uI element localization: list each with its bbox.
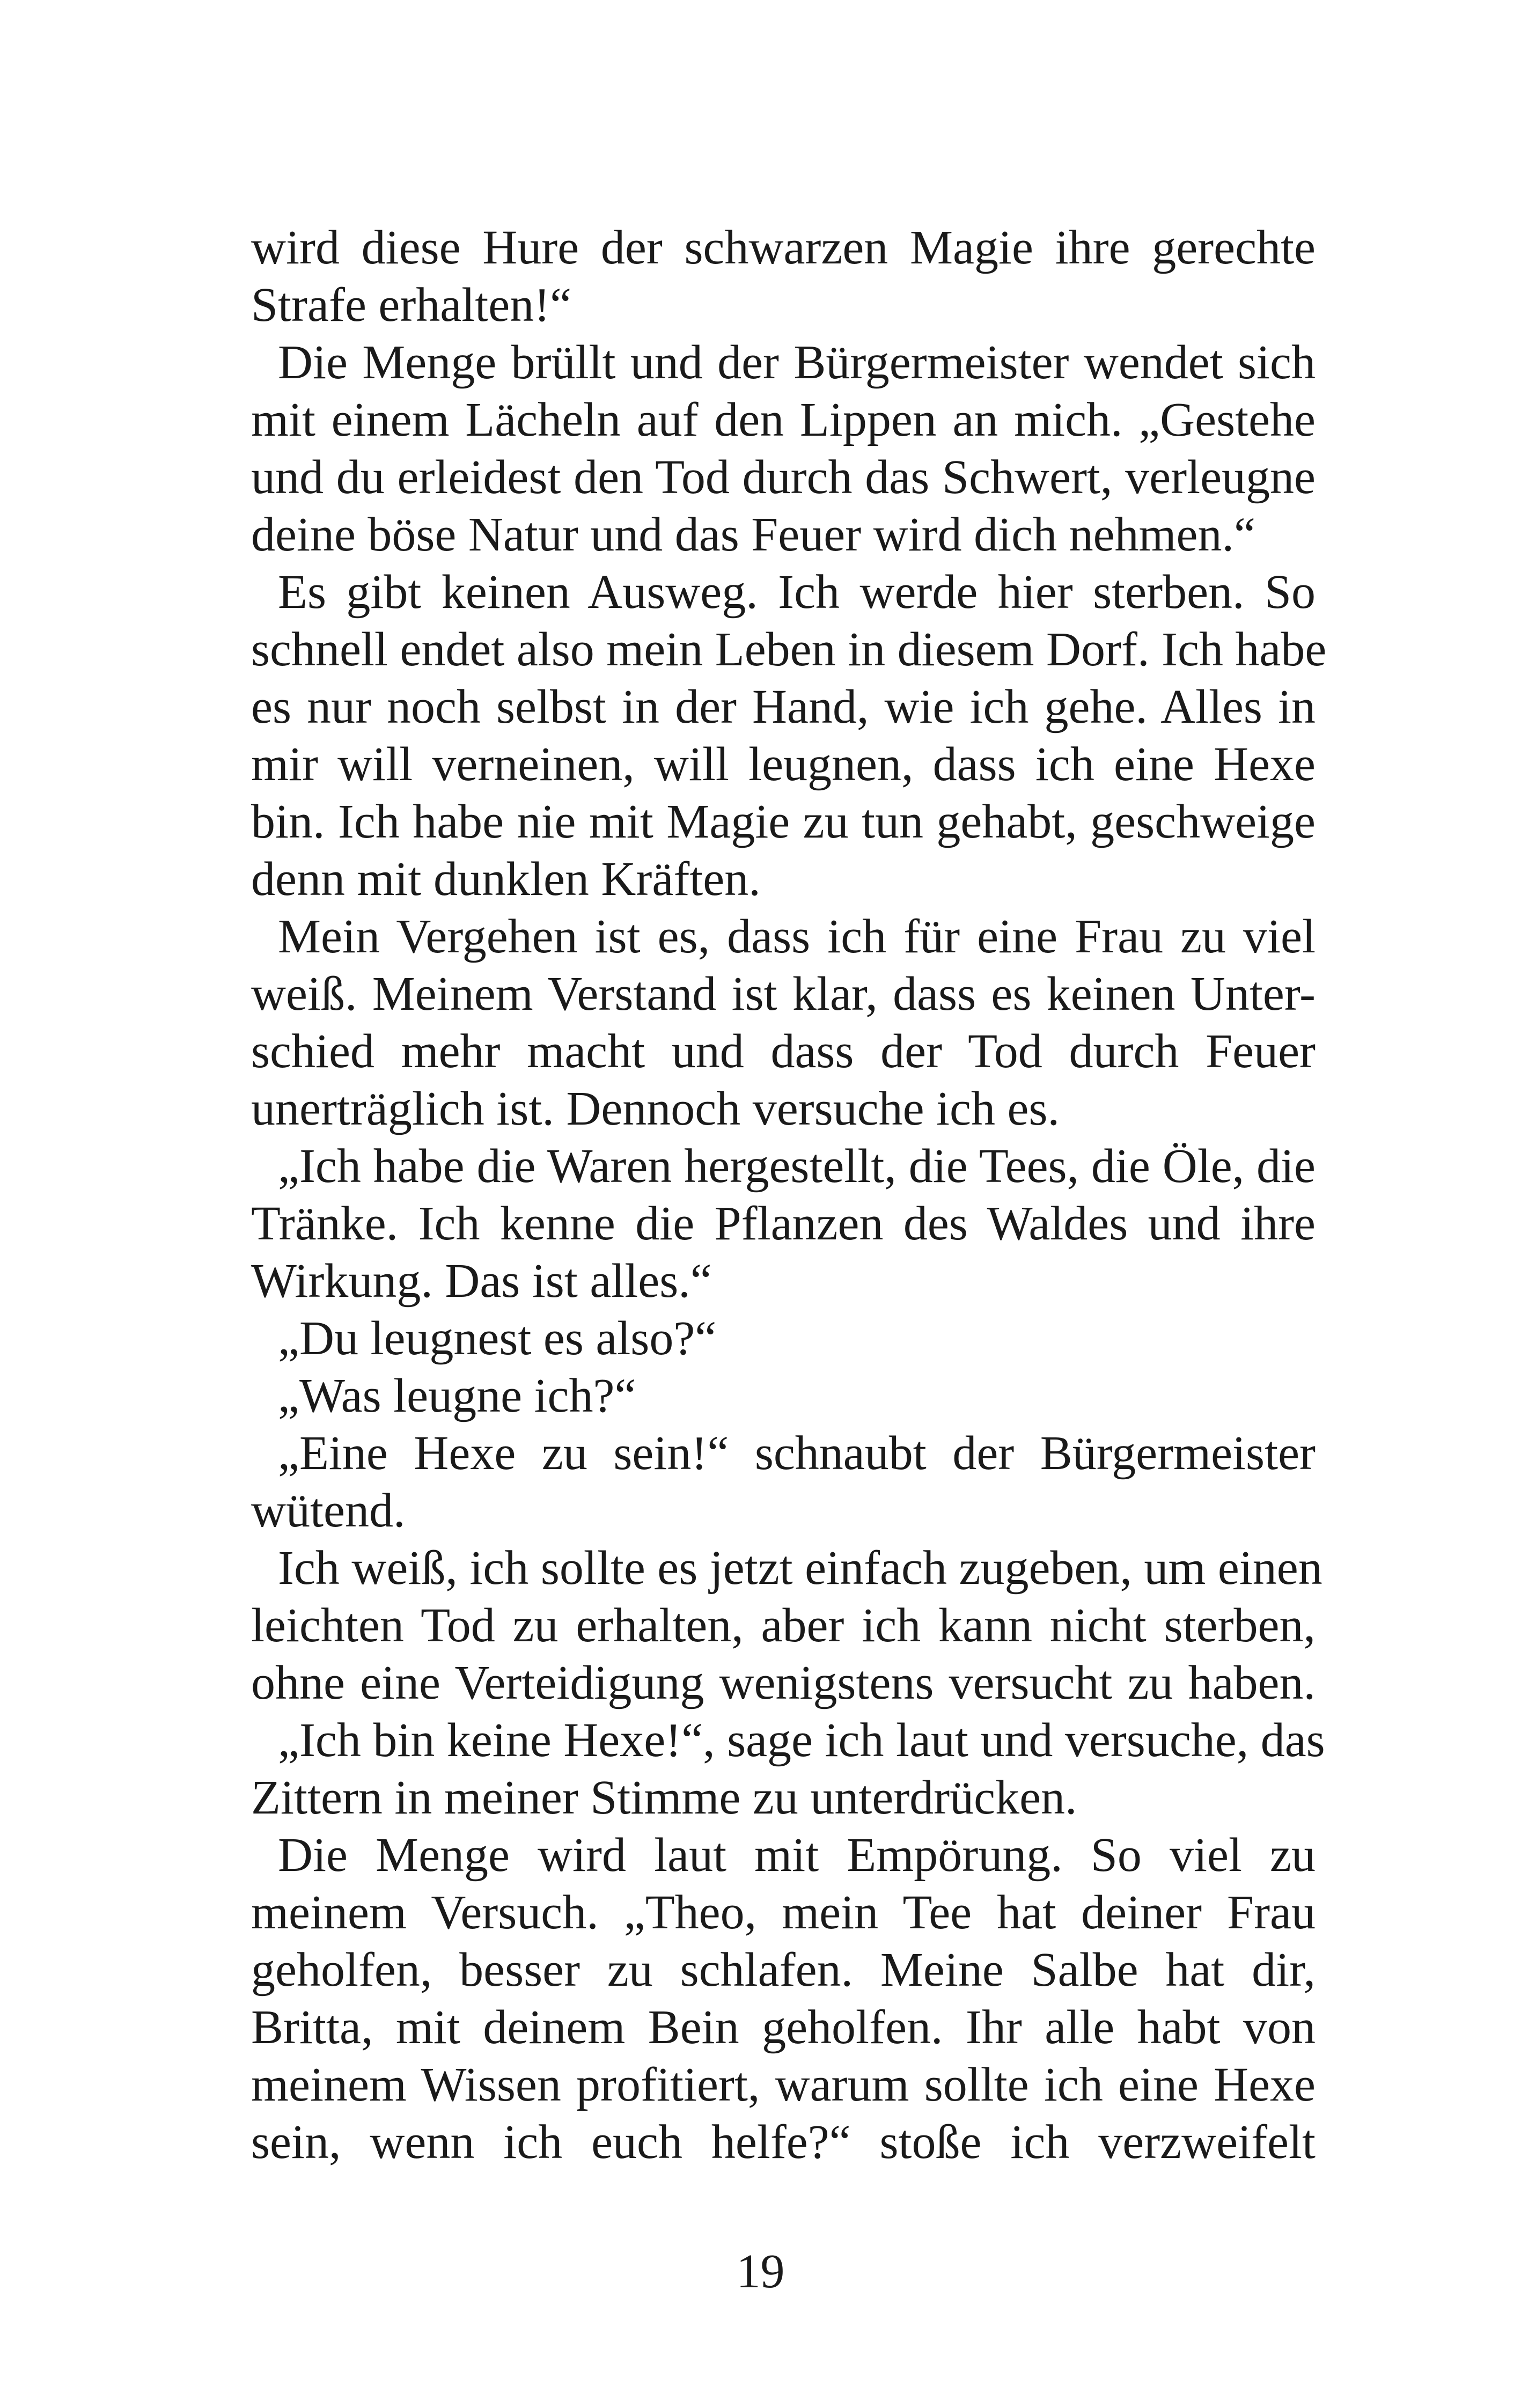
text-line: und du erleidest den Tod durch das Schwert, verleugne (251, 451, 1316, 504)
text-line: unerträglich ist. Dennoch versuche ich es. (251, 1082, 1060, 1135)
book-page-text (251, 219, 1327, 2171)
text-line: Strafe erhalten!“ (251, 278, 572, 332)
text-line: sein, wenn ich euch helfe?“ stoße ich verzweifelt (251, 2116, 1316, 2169)
text-line: „Ich habe die Waren hergestellt, die Tees, die Öle, die (278, 1140, 1316, 1193)
text-line: „Ich bin keine Hexe!“, sage ich laut und versuche, das (278, 1714, 1325, 1767)
text-line: weiß. Meinem Verstand ist klar, dass es keinen Unter- (251, 967, 1316, 1021)
text-line: Es gibt keinen Ausweg. Ich werde hier sterben. So (278, 566, 1316, 619)
text-line: leichten Tod zu erhalten, aber ich kann nicht sterben, (251, 1599, 1316, 1652)
text-line: mir will verneinen, will leugnen, dass ich eine Hexe (251, 738, 1316, 791)
text-line: Mein Vergehen ist es, dass ich für eine Frau zu viel (278, 910, 1316, 963)
text-line: geholfen, besser zu schlafen. Meine Salbe hat dir, (251, 1943, 1316, 1996)
text-line: es nur noch selbst in der Hand, wie ich gehe. Alles in (251, 680, 1316, 733)
text-line: „Was leugne ich?“ (278, 1369, 636, 1422)
text-line: Wirkung. Das ist alles.“ (251, 1254, 712, 1308)
text-line: meinem Versuch. „Theo, mein Tee hat deiner Frau (251, 1886, 1316, 1939)
text-line: Ich weiß, ich sollte es jetzt einfach zugeben, um einen (278, 1541, 1322, 1595)
text-line: bin. Ich habe nie mit Magie zu tun gehabt, geschweige (251, 795, 1316, 848)
text-line: meinem Wissen profitiert, warum sollte ich eine Hexe (251, 2058, 1316, 2111)
text-line: Zittern in meiner Stimme zu unterdrücken. (251, 1771, 1077, 1824)
text-line: denn mit dunklen Kräften. (251, 853, 761, 906)
text-line: „Du leugnest es also?“ (278, 1312, 717, 1365)
text-line: schnell endet also mein Leben in diesem Dorf. Ich habe (251, 623, 1327, 676)
text-line: mit einem Lächeln auf den Lippen an mich. „Gestehe (251, 393, 1316, 446)
page-number: 19 (736, 2245, 785, 2298)
text-line: deine böse Natur und das Feuer wird dich nehmen.“ (251, 508, 1255, 561)
text-line: wütend. (251, 1484, 406, 1537)
text-line: „Eine Hexe zu sein!“ schnaubt der Bürgermeister (278, 1427, 1316, 1480)
text-line: Tränke. Ich kenne die Pflanzen des Waldes und ihre (251, 1197, 1316, 1250)
text-line: Die Menge wird laut mit Empörung. So viel zu (278, 1829, 1316, 1882)
text-line: Die Menge brüllt und der Bürgermeister wendet sich (278, 336, 1316, 389)
text-line: schied mehr macht und dass der Tod durch Feuer (251, 1025, 1316, 1078)
text-line: wird diese Hure der schwarzen Magie ihre gerechte (251, 221, 1316, 274)
text-line: Britta, mit deinem Bein geholfen. Ihr alle habt von (251, 2001, 1316, 2054)
text-line: ohne eine Verteidigung wenigstens versucht zu haben. (251, 1656, 1316, 1709)
